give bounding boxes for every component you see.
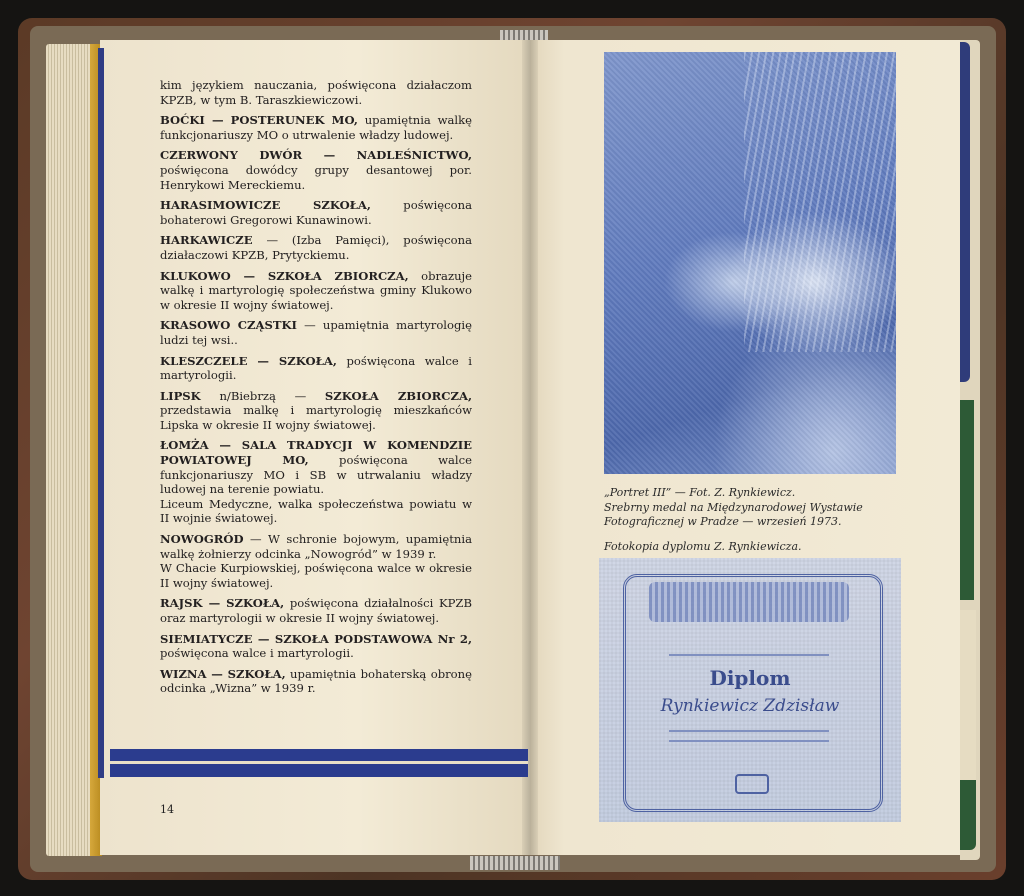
list-item [160, 269, 472, 313]
entry-heading: KLUKOWO — SZKOŁA ZBIORCZA, [160, 268, 409, 283]
entry-heading: KRASOWO CZĄSTKI [160, 318, 297, 333]
portrait-photo [604, 52, 896, 474]
entry-heading: SIEMIATYCZE — SZKOŁA PODSTAWOWA Nr 2, [160, 631, 472, 646]
page-edges-left [46, 44, 102, 856]
entry-text: upamiętnia walkę funkcjonariuszy MO o utrwalenie władzy ludowej. [160, 113, 472, 142]
entry-heading: BOĆKI — POSTERUNEK MO, [160, 113, 358, 128]
entry-text: poświęcona walce i martyrologii. [160, 646, 354, 661]
list-item [160, 632, 472, 661]
entry-heading: KLESZCZELE — SZKOŁA, [160, 353, 337, 368]
entry-heading: ŁOMŻA — SALA TRADYCJI W KOMENDZIE POWIATOWEJ MO, [160, 438, 472, 468]
book-gutter [522, 40, 538, 855]
caption-award: Srebrny medal na Międzynarodowej Wystawie Fotograficznej w Pradze — wrzesień 1973. [604, 500, 863, 529]
entry-heading: LIPSK [160, 388, 201, 403]
caption-title: „Portret III” — Fot. Z. Rynkiewicz. [604, 486, 796, 499]
entry-text: kim językiem nauczania, poświęcona działaczom KPZB, w tym B. Taraszkiewiczowi. [160, 78, 472, 107]
diploma-seal [735, 774, 769, 794]
entry-text: n/Biebrzą — [200, 388, 325, 403]
diploma-photo [599, 558, 901, 822]
diploma-title: Diplom [709, 666, 791, 690]
index-tab-green [958, 400, 974, 600]
entry-text: poświęcona walce funkcjonariuszy MO i SB w utrwalaniu władzy ludowej na terenie powiatu. [160, 453, 472, 497]
entry-text: — (Izba Pamięci), poświęcona działaczowi KPZB, Prytyckiemu. [160, 233, 472, 262]
photo-caption [604, 486, 904, 554]
entry-heading: NOWOGRÓD [160, 532, 244, 547]
list-item [160, 354, 472, 383]
entry-text: — W schronie bojowym, upamiętnia walkę żołnierzy odcinka „Nowogród” w 1939 r. [160, 532, 472, 561]
entry-text: poświęcona działalności KPZB oraz martyrologii w okresie II wojny światowej. [160, 596, 472, 625]
list-item [160, 389, 472, 433]
entry-heading: CZERWONY DWÓR — NADLEŚNICTWO, [160, 148, 472, 163]
entry-heading: HARASIMOWICZE SZKOŁA, [160, 198, 371, 213]
entry-text: poświęcona bohaterowi Gregorowi Kunawinowi. [160, 198, 472, 227]
diploma-text-line [669, 730, 829, 732]
diploma-text-line [669, 654, 829, 656]
list-item [160, 148, 472, 192]
diploma-name: Rynkiewicz Zdzisław [660, 696, 840, 716]
decorative-bar [110, 749, 528, 777]
entry-text: poświęcona dowódcy grupy desantowej por. Henrykowi Mereckiemu. [160, 162, 472, 192]
list-item [160, 318, 472, 347]
entry-heading-secondary: SZKOŁA ZBIORCZA, [324, 388, 472, 403]
entry-text: obrazuje walkę i martyrologię społeczeństwa gminy Klukowo w okresie II wojny światowej. [160, 268, 472, 312]
page-number: 14 [160, 803, 174, 816]
list-item [160, 78, 472, 107]
left-margin-rule [98, 48, 104, 778]
diploma-text-line [669, 740, 829, 742]
bookmark-ribbon-bottom [470, 856, 560, 870]
caption-diploma: Fotokopia dyplomu Z. Rynkiewicza. [604, 539, 802, 553]
entry-extra: W Chacie Kurpiowskiej, poświęcona walce w okresie II wojny światowej. [160, 561, 472, 590]
list-item [160, 113, 472, 142]
list-item [160, 438, 472, 526]
memorial-list [160, 78, 472, 702]
entry-heading: HARKAWICZE [160, 233, 253, 248]
list-item [160, 596, 472, 625]
diploma-engraving [649, 582, 849, 622]
entry-text: poświęcona walce i martyrologii. [160, 353, 473, 383]
index-tab-cream [960, 610, 976, 780]
entry-extra: Liceum Medyczne, walka społeczeństwa powiatu w II wojnie światowej. [160, 496, 472, 526]
entry-text: — upamiętnia martyrologię ludzi tej wsi.. [160, 318, 472, 347]
list-item [160, 198, 472, 227]
list-item [160, 667, 472, 696]
entry-heading: RAJSK — SZKOŁA, [160, 596, 285, 611]
list-item [160, 233, 472, 262]
index-tab-green-bottom [958, 780, 976, 850]
entry-text-secondary: przedstawia malkę i martyrologię mieszkańców Lipska w okresie II wojny światowej. [160, 403, 472, 432]
entry-heading: WIZNA — SZKOŁA, [160, 666, 286, 681]
list-item [160, 532, 472, 590]
entry-text: upamiętnia bohaterską obronę odcinka „Wizna” w 1939 r. [160, 666, 472, 696]
